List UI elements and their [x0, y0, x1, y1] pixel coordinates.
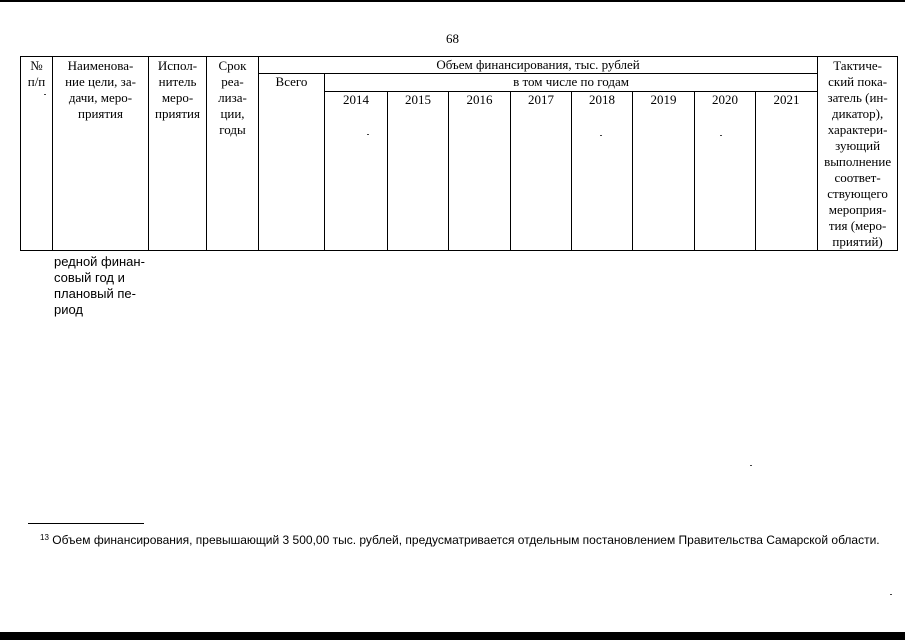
footnote-separator [28, 523, 144, 524]
header-indicator-label: Тактиче- ский пока- затель (ин- дикатор), характери- зующий выполнение соответ- ствующего мероприя- тия (меро- приятий) [824, 58, 892, 249]
header-number-label: № п/п [27, 58, 46, 89]
scan-speck [750, 465, 752, 466]
year-2018: 2018 [572, 92, 633, 251]
scan-speck [890, 594, 892, 595]
header-by-years: в том числе по годам [325, 74, 818, 92]
header-volume: Объем финансирования, тыс. рублей [259, 57, 818, 74]
year-2014: 2014 [325, 92, 388, 251]
year-2019: 2019 [633, 92, 695, 251]
year-2016: 2016 [449, 92, 511, 251]
header-name-label: Наименова- ние цели, за- дачи, меро- приятия [65, 58, 136, 121]
header-number [21, 57, 53, 251]
financing-table [20, 56, 898, 251]
header-executor [149, 57, 207, 251]
year-2015: 2015 [388, 92, 449, 251]
footnote [40, 533, 880, 547]
scan-speck [720, 135, 722, 136]
page-number: 68 [446, 31, 459, 46]
header-total: Всего [259, 74, 325, 251]
top-border [0, 0, 905, 2]
scan-speck [44, 94, 46, 95]
header-indicator [818, 57, 898, 251]
footnote-text: Объем финансирования, превышающий 3 500,00 тыс. рублей, предусматривается отдельным постановлением Правительства Самарской области. [52, 533, 880, 547]
header-term [207, 57, 259, 251]
scan-speck [367, 134, 369, 135]
header-name [53, 57, 149, 251]
header-term-label: Срок реа- лиза- ции, годы [218, 58, 247, 137]
continuation-text: редной финан- совый год и плановый пе- риод [54, 254, 145, 317]
header-executor-label: Испол- нитель меро- приятия [154, 58, 200, 121]
year-2021: 2021 [756, 92, 818, 251]
bottom-border [0, 632, 905, 640]
year-2020: 2020 [695, 92, 756, 251]
footnote-marker: 13 [40, 533, 49, 542]
year-2017: 2017 [511, 92, 572, 251]
scan-speck [600, 135, 602, 136]
